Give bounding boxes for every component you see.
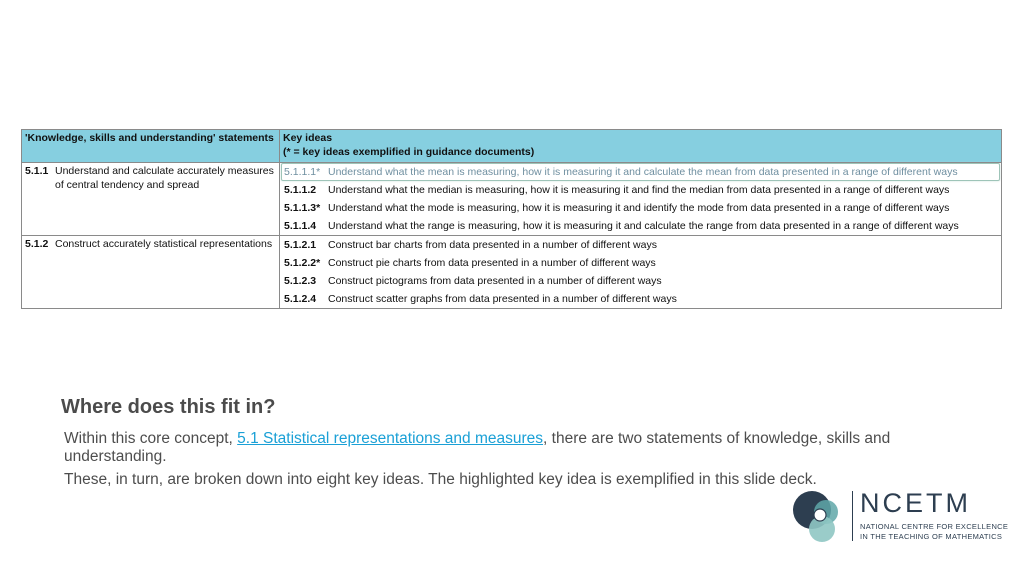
- key-idea-code: 5.1.1.4: [284, 220, 317, 232]
- intro-text-before: Within this core concept,: [64, 430, 238, 447]
- key-idea: [281, 254, 1000, 272]
- key-idea-text: Understand what the range is measuring, how it is measuring it and calculate the range from data presented in a range of different ways: [328, 220, 959, 232]
- key-idea-text: Construct bar charts from data presented in a number of different ways: [328, 239, 657, 251]
- intro-text-after: , there are two statements of knowledge, skills and understanding.: [64, 430, 891, 465]
- table-row: [22, 163, 1002, 236]
- key-idea: [281, 199, 1000, 217]
- key-idea: [281, 272, 1000, 290]
- statement-text: Understand and calculate accurately measures: [55, 165, 274, 177]
- logo-name: NCETM: [860, 488, 971, 518]
- key-idea-code: 5.1.2.4: [284, 293, 317, 305]
- key-idea-text: Understand what the median is measuring, how it is measuring it and find the median from data presented in a range of different ways: [328, 184, 950, 196]
- header-key-ideas-note: (* = key ideas exemplified in guidance documents): [283, 146, 535, 158]
- key-idea-code: 5.1.2.3: [284, 275, 317, 287]
- statement-cell: [22, 163, 280, 236]
- statement-text-continued: of central tendency and spread: [55, 179, 200, 191]
- statement-code: 5.1.1: [25, 165, 49, 177]
- key-idea-text: Understand what the mode is measuring, how it is measuring it and identify the mode from data presented in a range of different ways: [328, 202, 950, 214]
- key-idea-code: 5.1.1.1*: [284, 166, 321, 178]
- intro-paragraph: [64, 430, 944, 466]
- header-key-ideas: [280, 130, 1002, 163]
- header-statements: 'Knowledge, skills and understanding' statements: [22, 130, 280, 163]
- key-idea-text: Construct pie charts from data presented in a number of different ways: [328, 257, 656, 269]
- key-idea: [281, 181, 1000, 199]
- key-idea: [281, 290, 1000, 308]
- statement-text: Construct accurately statistical representations: [55, 238, 273, 250]
- statement-cell: [22, 236, 280, 309]
- key-idea-text: Construct scatter graphs from data presented in a number of different ways: [328, 293, 677, 305]
- key-ideas-table: [21, 129, 1002, 309]
- ncetm-logo: [790, 488, 1009, 544]
- key-idea: [281, 217, 1000, 235]
- key-idea-text: Understand what the mean is measuring, how it is measuring it and calculate the mean from data presented in a range of different ways: [328, 166, 958, 178]
- core-concept-link[interactable]: 5.1 Statistical representations and measures: [237, 430, 544, 447]
- key-idea-highlighted: [281, 163, 1000, 181]
- statement-code: 5.1.2: [25, 238, 49, 250]
- key-idea-code: 5.1.1.2: [284, 184, 317, 196]
- logo-subtitle-line1: NATIONAL CENTRE FOR EXCELLENCE: [860, 522, 1009, 531]
- header-key-ideas-title: Key ideas: [283, 132, 333, 144]
- key-idea-code: 5.1.2.2*: [284, 257, 321, 269]
- ideas-cell: [280, 236, 1002, 309]
- table-row: [22, 236, 1002, 309]
- key-idea-text: Construct pictograms from data presented in a number of different ways: [328, 275, 662, 287]
- key-idea-code: 5.1.2.1: [284, 239, 317, 251]
- logo-divider: [852, 491, 853, 541]
- section-heading: Where does this fit in?: [61, 396, 276, 418]
- logo-subtitle-line2: IN THE TEACHING OF MATHEMATICS: [860, 532, 1003, 541]
- ideas-cell: [280, 163, 1002, 236]
- ncetm-logo-mark-icon: [790, 488, 846, 544]
- key-idea: [281, 236, 1000, 254]
- breakdown-paragraph: These, in turn, are broken down into eight key ideas. The highlighted key idea is exemplified in this slide deck.: [64, 471, 817, 488]
- key-idea-code: 5.1.1.3*: [284, 202, 321, 214]
